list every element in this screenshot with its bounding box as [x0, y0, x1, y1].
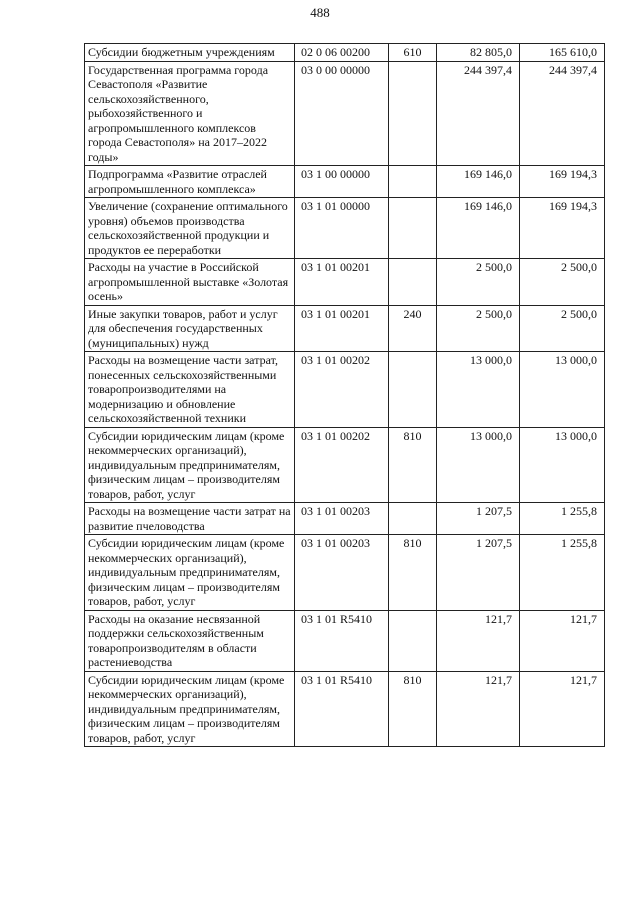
row-expense-type: 810 [389, 535, 437, 611]
row-value-2: 169 194,3 [520, 198, 605, 259]
row-name: Субсидии юридическим лицам (кроме некоммерческих организаций), индивидуальным предпринимателям, физическим лицам – производителям товаров, работ, услуг [85, 427, 295, 503]
row-code: 03 1 01 00202 [295, 427, 389, 503]
row-value-1: 2 500,0 [437, 259, 520, 306]
row-expense-type [389, 610, 437, 671]
row-value-1: 169 146,0 [437, 198, 520, 259]
row-expense-type [389, 198, 437, 259]
row-value-2: 13 000,0 [520, 352, 605, 428]
row-expense-type: 240 [389, 305, 437, 352]
row-code: 03 1 01 R5410 [295, 671, 389, 747]
row-code: 03 1 01 R5410 [295, 610, 389, 671]
row-value-2: 1 255,8 [520, 535, 605, 611]
row-name: Увеличение (сохранение оптимального уровня) объемов производства сельскохозяйственной продукции и продуктов ее переработки [85, 198, 295, 259]
row-expense-type: 810 [389, 671, 437, 747]
row-name: Государственная программа города Севастополя «Развитие сельскохозяйственного, рыбохозяйственного и агропромышленного комплексов города Севастополя» на 2017–2022 годы» [85, 61, 295, 166]
row-value-2: 1 255,8 [520, 503, 605, 535]
row-code: 03 1 01 00201 [295, 305, 389, 352]
table-row [85, 535, 605, 611]
row-name: Расходы на возмещение части затрат, понесенных сельскохозяйственными товаропроизводителями на модернизацию и обновление сельскохозяйственной техники [85, 352, 295, 428]
row-name: Подпрограмма «Развитие отраслей агропромышленного комплекса» [85, 166, 295, 198]
table-row [85, 305, 605, 352]
table-row [85, 503, 605, 535]
row-name: Иные закупки товаров, работ и услуг для обеспечения государственных (муниципальных) нужд [85, 305, 295, 352]
row-code: 03 1 01 00203 [295, 503, 389, 535]
row-code: 03 1 01 00202 [295, 352, 389, 428]
row-value-2: 13 000,0 [520, 427, 605, 503]
row-name: Расходы на участие в Российской агропромышленной выставке «Золотая осень» [85, 259, 295, 306]
row-value-1: 244 397,4 [437, 61, 520, 166]
row-code: 03 1 01 00203 [295, 535, 389, 611]
row-expense-type [389, 503, 437, 535]
row-expense-type [389, 352, 437, 428]
row-value-1: 169 146,0 [437, 166, 520, 198]
row-expense-type: 610 [389, 44, 437, 62]
row-expense-type [389, 61, 437, 166]
row-name: Субсидии юридическим лицам (кроме некоммерческих организаций), индивидуальным предпринимателям, физическим лицам – производителям товаров, работ, услуг [85, 535, 295, 611]
row-value-1: 13 000,0 [437, 427, 520, 503]
row-name: Субсидии юридическим лицам (кроме некоммерческих организаций), индивидуальным предпринимателям, физическим лицам – производителям товаров, работ, услуг [85, 671, 295, 747]
row-value-1: 2 500,0 [437, 305, 520, 352]
table-row [85, 166, 605, 198]
row-expense-type [389, 166, 437, 198]
row-code: 03 1 00 00000 [295, 166, 389, 198]
row-expense-type [389, 259, 437, 306]
row-value-1: 13 000,0 [437, 352, 520, 428]
row-code: 02 0 06 00200 [295, 44, 389, 62]
row-name: Расходы на оказание несвязанной поддержки сельскохозяйственным товаропроизводителям в области растениеводства [85, 610, 295, 671]
row-value-2: 165 610,0 [520, 44, 605, 62]
row-code: 03 0 00 00000 [295, 61, 389, 166]
row-value-2: 121,7 [520, 610, 605, 671]
table-row [85, 427, 605, 503]
table-row [85, 610, 605, 671]
row-code: 03 1 01 00201 [295, 259, 389, 306]
table-row [85, 44, 605, 62]
row-value-1: 121,7 [437, 671, 520, 747]
table-row [85, 671, 605, 747]
row-value-2: 2 500,0 [520, 305, 605, 352]
row-value-2: 244 397,4 [520, 61, 605, 166]
table-row [85, 259, 605, 306]
row-value-2: 2 500,0 [520, 259, 605, 306]
row-name: Субсидии бюджетным учреждениям [85, 44, 295, 62]
row-value-1: 1 207,5 [437, 503, 520, 535]
row-code: 03 1 01 00000 [295, 198, 389, 259]
row-value-1: 121,7 [437, 610, 520, 671]
table-row [85, 61, 605, 166]
row-value-1: 1 207,5 [437, 535, 520, 611]
row-value-2: 169 194,3 [520, 166, 605, 198]
row-value-2: 121,7 [520, 671, 605, 747]
row-value-1: 82 805,0 [437, 44, 520, 62]
page-number: 488 [310, 5, 330, 20]
budget-table [84, 43, 605, 747]
table-row [85, 352, 605, 428]
row-expense-type: 810 [389, 427, 437, 503]
row-name: Расходы на возмещение части затрат на развитие пчеловодства [85, 503, 295, 535]
table-row [85, 198, 605, 259]
